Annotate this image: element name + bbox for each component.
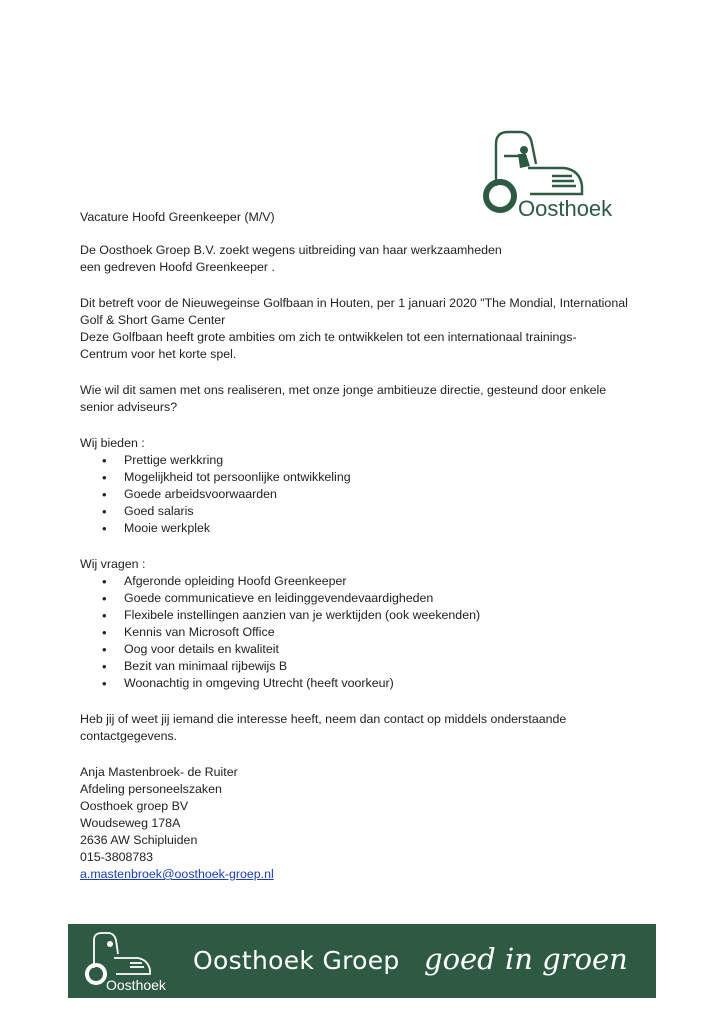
list-item: • Kennis van Microsoft Office xyxy=(80,624,660,641)
list-item: • Woonachtig in omgeving Utrecht (heeft voorkeur) xyxy=(80,675,660,692)
call-line: Heb jij of weet jij iemand die interesse heeft, neem dan contact op middels onderstaande xyxy=(80,712,567,726)
footer-logo xyxy=(78,928,170,994)
contact-department: Afdeling personeelszaken xyxy=(80,782,222,796)
offer-heading: Wij bieden : xyxy=(80,436,145,450)
location-line: Centrum voor het korte spel. xyxy=(80,347,237,361)
mower-logo-icon xyxy=(78,928,170,994)
svg-text:Oosthoek: Oosthoek xyxy=(106,977,166,993)
contact-phone: 015-3808783 xyxy=(80,850,154,864)
list-item: • Oog voor details en kwaliteit xyxy=(80,641,660,658)
location-line: Dit betreft voor de Nieuwegeinse Golfbaan in Houten, per 1 januari 2020 "The Mondial, International xyxy=(80,296,628,310)
footer-company-name: Oosthoek Groep xyxy=(193,946,400,975)
location-line: Golf & Short Game Center xyxy=(80,313,226,327)
intro-line: een gedreven Hoofd Greenkeeper . xyxy=(80,260,275,274)
contact-email-link[interactable]: a.mastenbroek@oosthoek-groep.nl xyxy=(80,867,274,881)
svg-text:Oosthoek: Oosthoek xyxy=(518,196,613,221)
intro-line: De Oosthoek Groep B.V. zoekt wegens uitbreiding van haar werkzaamheden xyxy=(80,243,502,257)
footer-slogan: goed in groen xyxy=(424,942,628,976)
ask-heading: Wij vragen : xyxy=(80,557,146,571)
list-item: • Prettige werkkring xyxy=(80,452,660,469)
question-line: Wie wil dit samen met ons realiseren, met onze jonge ambitieuze directie, gesteund door enkele xyxy=(80,383,607,397)
vacancy-title: Vacature Hoofd Greenkeeper (M/V) xyxy=(80,210,275,224)
list-item: • Goede communicatieve en leidinggevendevaardigheden xyxy=(80,590,660,607)
list-item: • Bezit van minimaal rijbewijs B xyxy=(80,658,660,675)
list-item: • Afgeronde opleiding Hoofd Greenkeeper xyxy=(80,573,660,590)
ask-list xyxy=(80,573,660,692)
location-line: Deze Golfbaan heeft grote ambities om zich te ontwikkelen tot een internationaal trainings- xyxy=(80,330,577,344)
list-item: • Goed salaris xyxy=(80,503,660,520)
question-line: senior adviseurs? xyxy=(80,400,178,414)
list-item: • Mogelijkheid tot persoonlijke ontwikkeling xyxy=(80,469,660,486)
footer-banner xyxy=(68,924,656,998)
contact-city: 2636 AW Schipluiden xyxy=(80,833,198,847)
contact-street: Woudseweg 178A xyxy=(80,816,181,830)
list-item: • Flexibele instellingen aanzien van je werktijden (ook weekenden) xyxy=(80,607,660,624)
call-line: contactgegevens. xyxy=(80,729,178,743)
vacancy-text xyxy=(80,209,660,883)
contact-name: Anja Mastenbroek- de Ruiter xyxy=(80,765,238,779)
list-item: • Mooie werkplek xyxy=(80,520,660,537)
offer-list xyxy=(80,452,660,537)
contact-company: Oosthoek groep BV xyxy=(80,799,189,813)
list-item: • Goede arbeidsvoorwaarden xyxy=(80,486,660,503)
